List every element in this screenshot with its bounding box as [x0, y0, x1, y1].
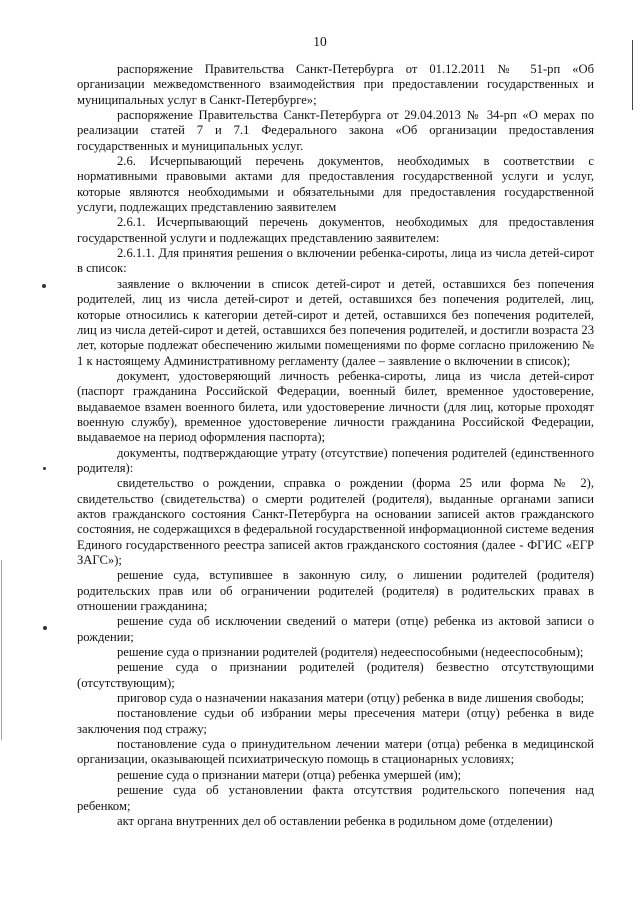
paragraph: решение суда о признании родителей (родителя) недееспособными (недееспособным); [117, 645, 584, 660]
paragraph: решение суда о признании матери (отца) ребенка умершей (им); [117, 767, 462, 782]
paragraph: 2.6.1.1. Для принятия решения о включении ребенка-сироты, лица из числа детей-сирот в список: [77, 246, 594, 276]
scan-mark-dot [43, 467, 46, 470]
page-number: 10 [313, 34, 327, 49]
paragraph: свидетельство о рождении, справка о рождении (форма 25 или форма № 2), свидетельство (свидетельства) о смерти родителей (родителя), выданные органами записи актов гражданского состояния Санкт-Петербурга на основании записей актов гражданского состояния, не содержащихся в федеральной государственной информационной системе ведения Единого государственного реестра записей актов гражданского состояния (далее - ФГИС «ЕГР ЗАГС»); [77, 476, 594, 567]
scan-mark-dot [43, 626, 47, 630]
paragraph: документ, удостоверяющий личность ребенка-сироты, лица из числа детей-сирот (паспорт гражданина Российской Федерации, военный билет, временное удостоверение, выдаваемое взамен военного билета, или удостоверение личности (для лиц, которые проходят военную службу), временное удостоверение личности гражданина Российской Федерации, выдаваемое на период оформления паспорта); [77, 368, 594, 445]
paragraph: распоряжение Правительства Санкт-Петербурга от 01.12.2011 № 51-рп «Об организации межведомственного взаимодействия при предоставлении государственных и муниципальных услуг в Санкт-Петербурге»; [77, 62, 594, 107]
paragraph: решение суда, вступившее в законную силу, о лишении родителей (родителя) родительских прав или об ограничении родителей (родителя) в родительских правах в отношении гражданина; [77, 568, 594, 614]
paragraph: решение суда об установлении факта отсутствия родительского попечения над ребенком; [77, 783, 594, 813]
paragraph: документы, подтверждающие утрату (отсутствие) попечения родителей (единственного родителя): [77, 445, 594, 475]
paragraph: решение суда о признании родителей (родителя) безвестно отсутствующими (отсутствующим); [77, 660, 594, 690]
scan-mark-dot [42, 284, 46, 288]
paragraph: заявление о включении в список детей-сирот и детей, оставшихся без попечения родителей, лиц из числа детей-сирот и детей, оставшихся без попечения родителей, лиц, которые относились к категории детей-сирот и детей, оставшихся без попечения родителей, лиц из числа детей-сирот и детей, оставшихся без попечения родителей, и достигли возраста 23 лет, которые подлежат обеспечению жилыми помещениями по форме согласно приложению № 1 к настоящему Административному регламенту (далее – заявление о включении в список); [77, 276, 594, 368]
document-body [77, 62, 594, 829]
paragraph: постановление судьи об избрании меры пресечения матери (отцу) ребенка в виде заключения под стражу; [77, 706, 594, 736]
paragraph: приговор суда о назначении наказания матери (отцу) ребенка в виде лишения свободы; [117, 691, 585, 706]
paragraph: 2.6.1. Исчерпывающий перечень документов, необходимых для предоставления государственной услуги и подлежащих представлению заявителем: [77, 215, 594, 245]
paragraph: постановление суда о принудительном лечении матери (отца) ребенка в медицинской организации, оказывающей психиатрическую помощь в стационарных условиях; [77, 737, 594, 767]
scan-edge-line [632, 40, 633, 110]
scan-edge-line [1, 560, 2, 740]
paragraph: решение суда об исключении сведений о матери (отце) ребенка из актовой записи о рождении; [77, 614, 594, 644]
paragraph: распоряжение Правительства Санкт-Петербурга от 29.04.2013 № 34-рп «О мерах по реализации статей 7 и 7.1 Федерального закона «Об организации предоставления государственных и муниципальных услуг. [77, 108, 594, 153]
paragraph: акт органа внутренних дел об оставлении ребенка в родильном доме (отделении) [117, 813, 553, 828]
paragraph: 2.6. Исчерпывающий перечень документов, необходимых в соответствии с нормативными правовыми актами для предоставления государственной услуги и услуг, которые являются необходимыми и обязательными для предоставления государственной услуги, подлежащих представлению заявителем [77, 154, 594, 215]
